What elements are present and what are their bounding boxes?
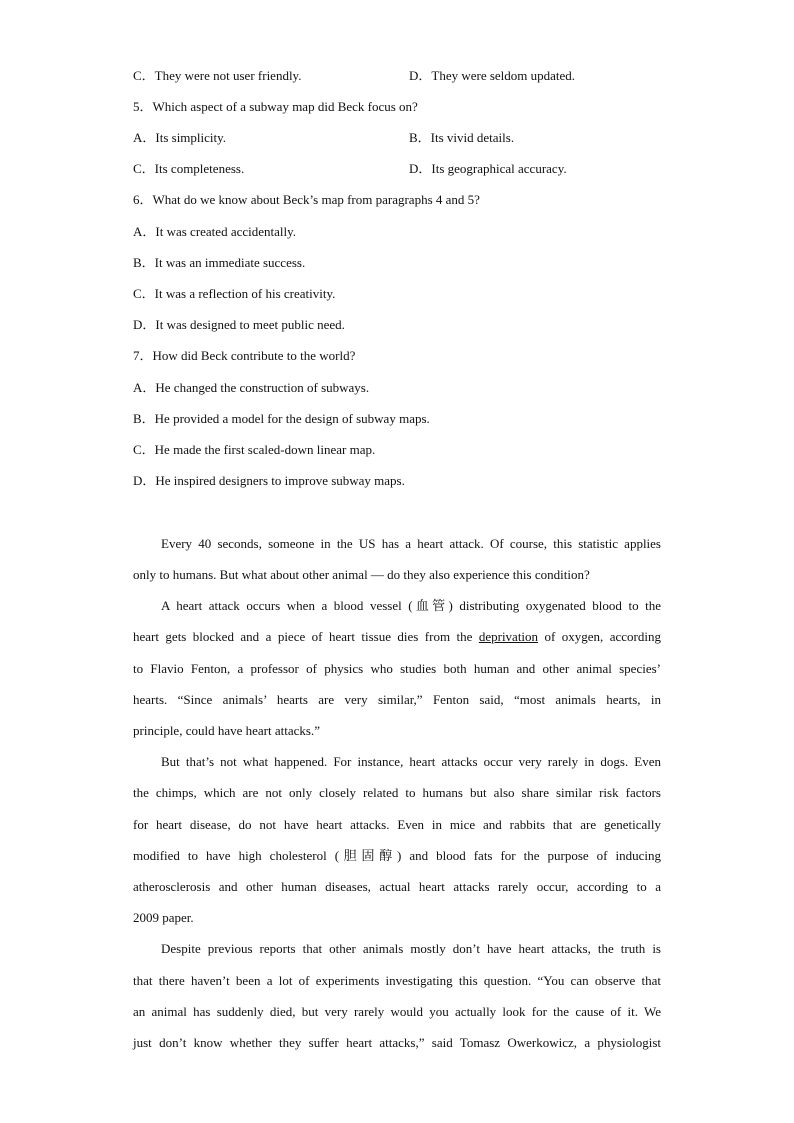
q6-option-c: C．It was a reflection of his creativity. [133, 286, 336, 301]
passage-p2-line: principle, could have heart attacks.” [133, 723, 320, 738]
q6-option-a: A．It was created accidentally. [133, 224, 297, 239]
passage-p4-line: an animal has suddenly died, but very rarely would you actually look for the cause of it. We [133, 1004, 661, 1019]
passage-p3-line: 2009 paper. [133, 910, 194, 925]
q5-stem: 5．Which aspect of a subway map did Beck focus on? [133, 99, 418, 114]
passage-p4-line: just don’t know whether they suffer heart attacks,” said Tomasz Owerkowicz, a physiologist [133, 1035, 661, 1050]
underlined-word: deprivation [478, 629, 539, 644]
passage-p4-line: Despite previous reports that other animals mostly don’t have heart attacks, the truth is [161, 941, 661, 956]
q6-stem: 6．What do we know about Beck’s map from paragraphs 4 and 5? [133, 192, 480, 207]
passage-p2-line: A heart attack occurs when a blood vessel (血管) distributing oxygenated blood to the [161, 598, 661, 613]
q6-option-d: D．It was designed to meet public need. [133, 317, 345, 332]
q4-option-c: C．They were not user friendly. [133, 68, 302, 83]
q4-option-d: D．They were seldom updated. [409, 68, 576, 83]
passage-p3-line: modified to have high cholesterol (胆固醇) and blood fats for the purpose of inducing [133, 848, 661, 863]
passage-p3-line: atherosclerosis and other human diseases, actual heart attacks rarely occur, according to a [133, 879, 661, 894]
q5-option-a: A．Its simplicity. [133, 130, 227, 145]
q7-stem: 7．How did Beck contribute to the world? [133, 348, 356, 363]
q6-option-b: B．It was an immediate success. [133, 255, 306, 270]
q7-option-a: A．He changed the construction of subways. [133, 380, 370, 395]
passage-p2-line: hearts. “Since animals’ hearts are very similar,” Fenton said, “most animals hearts, in [133, 692, 661, 707]
passage-p4-line: that there haven’t been a lot of experiments investigating this question. “You can observe that [133, 973, 661, 988]
passage-p3-line: the chimps, which are not only closely related to humans but also share similar risk factors [133, 785, 661, 800]
q7-option-b: B．He provided a model for the design of subway maps. [133, 411, 430, 426]
q5-option-d: D．Its geographical accuracy. [409, 161, 567, 176]
passage-p3-line: for heart disease, do not have heart attacks. Even in mice and rabbits that are genetically [133, 817, 661, 832]
q7-option-d: D．He inspired designers to improve subway maps. [133, 473, 405, 488]
passage-p1-line: Every 40 seconds, someone in the US has a heart attack. Of course, this statistic applies [161, 536, 661, 551]
passage-p2-line [133, 628, 661, 646]
passage-p2-line: to Flavio Fenton, a professor of physics who studies both human and other animal species’ [133, 661, 661, 676]
passage-text: of oxygen, according [538, 629, 661, 644]
passage-p3-line: But that’s not what happened. For instance, heart attacks occur very rarely in dogs. Even [161, 754, 661, 769]
passage-p1-line: only to humans. But what about other animal — do they also experience this condition? [133, 567, 590, 582]
q7-option-c: C．He made the first scaled-down linear map. [133, 442, 376, 457]
passage-text: heart gets blocked and a piece of heart tissue dies from the [133, 629, 479, 644]
q5-option-c: C．Its completeness. [133, 161, 245, 176]
q5-option-b: B．Its vivid details. [409, 130, 515, 145]
